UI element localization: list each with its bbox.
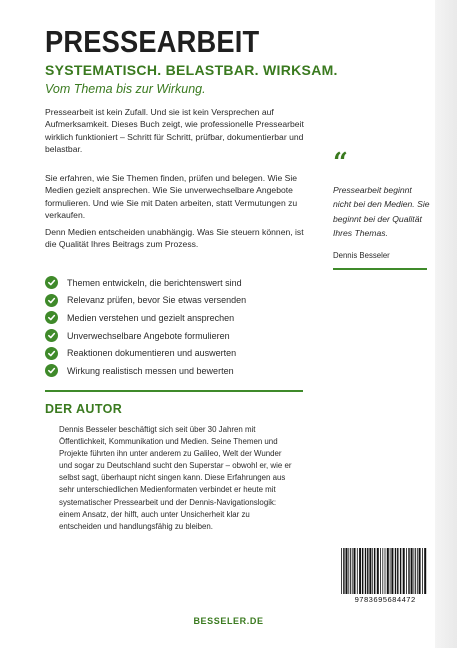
barcode-bars [339, 546, 431, 596]
barcode-bar [359, 548, 361, 594]
checklist-item [45, 292, 310, 310]
barcode-bar [397, 548, 398, 594]
book-title: PRESSEARBEIT [45, 24, 260, 59]
quote-rule [333, 268, 427, 270]
tagline: SYSTEMATISCH. BELASTBAR. WIRKSAM. [45, 62, 338, 78]
barcode-bar [415, 548, 416, 594]
barcode-bar [391, 548, 393, 594]
barcode-bar [385, 548, 386, 594]
closing-paragraph: Denn Medien entscheiden unabhängig. Was Sie steuern können, ist die Qualität Ihres Beitrags zum Prozess. [45, 227, 304, 250]
quote-author: Dennis Besseler [333, 250, 390, 260]
checklist-label: Reaktionen dokumentieren und auswerten [67, 348, 237, 359]
checklist-item [45, 274, 310, 292]
check-circle-icon [45, 364, 58, 377]
barcode-bar [382, 548, 383, 594]
barcode-bar [424, 548, 426, 594]
page-edge [435, 0, 457, 648]
checklist-item [45, 344, 310, 362]
barcode-bar [419, 548, 421, 594]
checklist-item [45, 362, 310, 380]
author-heading: DER AUTOR [45, 402, 123, 416]
barcode-bar [422, 548, 423, 594]
barcode-bar [362, 548, 363, 594]
barcode-bar [377, 548, 379, 594]
benefits-paragraph: Sie erfahren, wie Sie Themen finden, prüfen und belegen. Wie Sie Medien gezielt ansprechen. Wie Sie unverwechselbare Angebote formulieren. Und wie Sie mit Daten arbeiten, statt Vermutungen zu verkaufen. [45, 173, 298, 221]
barcode-bar [414, 548, 415, 594]
barcode-bar [411, 548, 413, 594]
barcode-bar [374, 548, 375, 594]
pull-quote [333, 148, 431, 270]
section-divider [45, 390, 303, 392]
subtitle: Vom Thema bis zur Wirkung. [45, 82, 206, 96]
check-circle-icon [45, 276, 58, 289]
barcode-bar [417, 548, 418, 594]
barcode-bar [348, 548, 349, 594]
barcode-bar [357, 548, 358, 594]
barcode-bar [352, 548, 353, 594]
checklist-label: Relevanz prüfen, bevor Sie etwas versenden [67, 295, 247, 306]
quote-mark-icon: “ [333, 148, 348, 178]
barcode-bar [372, 548, 373, 594]
author-bio: Dennis Besseler beschäftigt sich seit über 30 Jahren mit Öffentlichkeit, Kommunikation und Medien. Seine Themen und Projekte führten ihn unter anderem zu Galileo, Welt der Wunder und sogar zu Deutschland sucht den Superstar – obwohl er, wie er selbst sagt, überhaupt nicht singen kann. Diese Erfahrungen aus sehr unterschiedlichen Medienformaten verbindet er heute mit systematischer Pressearbeit und der Dennis-Navigationslogik: einem Ansatz, der hilft, auch unter Unsicherheit klar zu entscheiden und handlungsfähig zu bleiben. [59, 425, 292, 531]
quote-text: Pressearbeit beginnt nicht bei den Medien. Sie beginnt bei der Qualität Ihres Themas. [333, 185, 430, 239]
check-circle-icon [45, 347, 58, 360]
barcode-bar [369, 548, 371, 594]
barcode-bar [354, 548, 356, 594]
barcode-bar [395, 548, 396, 594]
barcode-bar [350, 548, 351, 594]
barcode-bar [403, 548, 405, 594]
isbn-barcode [339, 546, 431, 608]
checklist-label: Themen entwickeln, die berichtenswert sind [67, 277, 242, 288]
barcode-bar [365, 548, 366, 594]
barcode-bar [380, 548, 381, 594]
intro-paragraph: Pressearbeit ist kein Zufall. Und sie ist kein Versprechen auf Aufmerksamkeit. Dieses Buch zeigt, wie professionelle Pressearbeit wirklich funktioniert – Schritt für Schritt, prüfbar, dokumentierbar und belastbar. [45, 107, 304, 155]
isbn-number: 9783695684472 [354, 597, 416, 605]
checklist-label: Wirkung realistisch messen und bewerten [67, 365, 234, 376]
feature-checklist [45, 274, 310, 380]
check-circle-icon [45, 294, 58, 307]
checklist-label: Unverwechselbare Angebote formulieren [67, 330, 230, 341]
checklist-item [45, 309, 310, 327]
checklist-item [45, 327, 310, 345]
barcode-bar [387, 548, 389, 594]
barcode-bar [341, 548, 342, 594]
barcode-bar [406, 548, 407, 594]
website-link[interactable]: BESSELER.DE [193, 616, 264, 626]
check-circle-icon [45, 311, 58, 324]
barcode-bar [343, 548, 344, 594]
checklist-label: Medien verstehen und gezielt ansprechen [67, 312, 235, 323]
barcode-bar [367, 548, 368, 594]
barcode-bar [346, 548, 348, 594]
barcode-bar [390, 548, 391, 594]
check-circle-icon [45, 329, 58, 342]
barcode-bar [408, 548, 409, 594]
barcode-bar [400, 548, 401, 594]
